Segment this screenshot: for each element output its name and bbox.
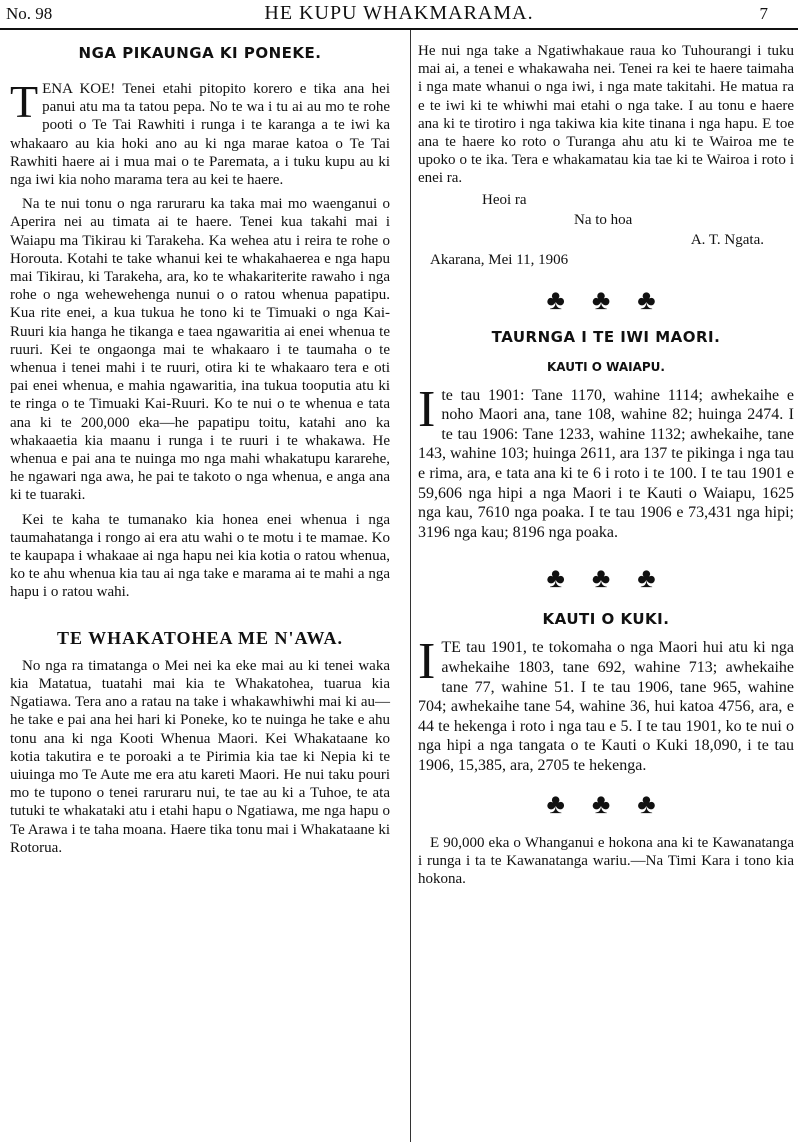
- paragraph-text: TE tau 1901, te tokomaha o nga Maori hui atu ki nga awhekaihe 1803, tane 692, wahine 713; awhekaihe tane 77, wahine 51. I te tau 1906, tane 965, wahine 704; awhekaihe tane 54, wahine 36, hui katoa 4756, ara, e 44 te hekenga i roto i nga tau e 5. I te tau 1901, ko te nui o nga hipi a nga tangata o te Kauti o Kuki 18,090, i te tau 1906, 15,385, ara, 2705 te hekenga.: [418, 639, 794, 774]
- club-ornament: ♣ ♣ ♣: [546, 284, 666, 316]
- header-rule: [0, 28, 798, 30]
- paragraph-text: ENA KOE! Tenei etahi pitopito korero e tika ana hei panui atu ma ta tatou pepa. No te wa i tu ai au mo te rohe pooti o Te Tai Rawhiti i runga i te karanga a te iwi ka whakaaro au kia hoki ano au ki nga marae katoa o Te Tai Rawhiti haere ai i mua mai o te Paremata, a i tuku kupu au ki nga iwi kia noho marama tera au kei te haere.: [10, 81, 390, 189]
- publication-title: HE KUPU WHAKMARAMA.: [264, 2, 534, 24]
- column-divider: [410, 30, 411, 1142]
- club-ornament: ♣ ♣ ♣: [546, 788, 666, 820]
- paragraph-continuation: He nui nga take a Ngatiwhakaue raua ko Tuhourangi i tuku mai ai, a tenei e whakawaha nei. Tenei ra kei te haere taimaha i nga mate whanui o nga iwi, i nga mate takitahi. He matua ra e te iwi ki te whiwhi mai etahi o nga take. I au tonu e haere ana ki te tirotiro i nga takiwa kia kite tinana i nga hapu. E toe ana te haere ko roto o Turanga ahu atu ki te Wairoa me te upoko o te ika. Tera e whakamatau kia tae ki te Wairoa i roto i enei ra.: [418, 43, 794, 187]
- drop-cap: I: [418, 633, 436, 691]
- drop-cap: T: [10, 76, 39, 127]
- drop-cap: I: [418, 380, 436, 438]
- section-heading-whakatohea: TE WHAKATOHEA ME N'AWA.: [56, 627, 344, 648]
- paragraph-tena-koe: [10, 76, 390, 189]
- issue-number: No. 98: [6, 4, 53, 23]
- paragraph-whakatohea: No nga ra timatanga o Mei nei ka eke mai au ki tenei waka kia Matatua, tuatahi mai kia te Whakatohea, tuarua kia Ngatiawa. Tera ano a ratau na take i whakawhiwhi mai ki au—he take e pai ana hei hari ki Poneke, ko te nuinga he take e ahu tonu ana ki nga Kooti Whenua Maori. Kei Whakataane ko kotia takutira e te poroaki a te Pirimia kia tae ki Nepia ki te uiuinga mo Te Aute me era atu kareti Maori. He nui taku pouri mo te tupono o tenei raruraru nui, te tae au ki a Tuhoe, te ata tutuki te whakataki atu i etahi hapu o Ngatiawa, me nga hapu o Te Arawa i te taha moana. Haere tika tonu mai i Whakataane ki Rotorua.: [10, 657, 390, 856]
- section-heading-kuki: KAUTI O KUKI.: [542, 610, 670, 629]
- paragraph-whanganui: E 90,000 eka o Whanganui e hokona ana ki te Kawanatanga i runga i ta te Kawanatanga wariu.—Na Timi Kara i tono kia hokona.: [418, 834, 794, 887]
- page-number: 7: [759, 4, 768, 23]
- signoff-closing: Heoi ra: [482, 191, 527, 208]
- paragraph-raruraru: Na te nui tonu o nga raruraru ka taka mai mo waenganui o Aperira nei au timata ai te haere. Tenei kua takahi mai i Waiapu ma Tikirau ki Tarakeha. Ka wehea atu i reira te rohe o Horouta. Kotahi te take whanui kei te whakahaerea e nga hapu mai Tikirau, ki Tarakeha, ara, ko te whakariterite rawaho i nga rohe o nga wehewehenga nunui o o ratou whenua papatipu. Kua rite enei, a kua tukua he tono ki te Timuaki o nga Kai-Ruuri kia hanga he tikanga e taea ngawaritia ai enei whenua te ruuri. Kei te ongaonga mai te whakaaro i te taumaha o te whenua i tenei mahi i te ruuri, otira ki te whakaaro tera e oti pai enei whenua, e mahia ngawaritia, ina tukua tooputia atu ki te ringa o te Timuaki Kai-Ruuri. Ko te nui o te whenua e tata ana ki te 200,000 eka—he papatipu toitu, katahi ano ka whakaaetia kia maanu i runga i te ruuri i te whakawa. He whenua e pai ana te nuinga mo nga mahi whakatupu kararehe, he ngawari nga awa, he pai te takoto o nga whenua, e anga ana ki te tuaraki.: [10, 196, 390, 504]
- signoff-friend: Na to hoa: [574, 211, 633, 228]
- paragraph-text: te tau 1901: Tane 1170, wahine 1114; awhekaihe e noho Maori ana, tane 108, wahine 82; huinga 2474. I te tau 1906: Tane 1233, wahine 1132; awhekaihe, tane 143, wahine 103; huinga 2611, ara 137 te pikinga i nga tau e rima, ara, e tata ana ki te 6 i roto i te 100. I te tau 1901 e 59,606 nga hipi a nga Maori i te Kauti o Waiapu, 1625 nga kau, 7610 nga poaka. I te tau 1906 e 73,431 nga hipi; 3196 nga kau; 8196 nga poaka.: [418, 386, 794, 541]
- signoff-name: A. T. Ngata.: [690, 231, 764, 248]
- paragraph-tumanako: Kei te kaha te tumanako kia honea enei whenua i nga taumahatanga i rongo ai era atu wahi o te motu i te mamae. Ko te kaupapa i whakaae ai nga hapu nei kia kotia o ratou whenua, ko te ahu whenua kia tau ai nga take e marama ai te mahi a nga hapu i o ratou wahi.: [10, 511, 390, 601]
- section-heading-taurnga: TAURNGA I TE IWI MAORI.: [491, 327, 721, 346]
- left-column: [10, 44, 390, 857]
- section-heading-pikaunga: NGA PIKAUNGA KI PONEKE.: [78, 44, 322, 62]
- signoff-block: [418, 190, 794, 270]
- club-ornament: ♣ ♣ ♣: [546, 563, 666, 595]
- page-header: [0, 0, 798, 30]
- paragraph-kuki: [418, 633, 794, 775]
- subheading-waiapu: KAUTI O WAIAPU.: [546, 359, 665, 374]
- paragraph-waiapu: [418, 380, 794, 543]
- signoff-place-date: Akarana, Mei 11, 1906: [430, 251, 569, 268]
- right-column: [418, 42, 794, 888]
